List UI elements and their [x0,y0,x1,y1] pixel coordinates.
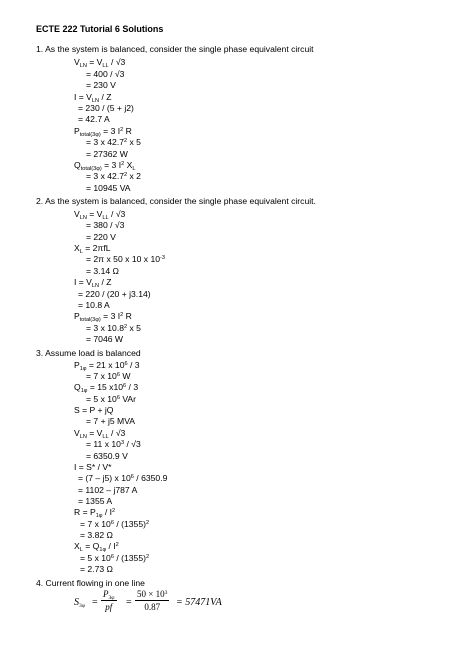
q4-fraction-2: $\frac{50 \times 10^3}{0.87}$ [137,589,168,612]
q2-xl-step: = 2π x 50 x 10 x $10^{-3}$ [86,254,165,264]
q1-reactive-step: = 3 x 42.7$^2$ x 2 [86,171,141,181]
document-title: ECTE 222 Tutorial 6 Solutions [36,24,164,34]
q3-xl-formula: $X_L = Q_{1\varphi} / I^2$ [74,541,119,553]
q3-p-formula: $P_{1\varphi} = 21$ x $10^6 / 3$ [74,360,140,372]
q1-vln-step: = 400 / √3 [86,69,125,79]
q1-intro: 1. As the system is balanced, consider the single phase equivalent circuit [36,44,314,54]
q3-s-formula: S = P + jQ [74,405,114,415]
q4-fraction-1: $\frac{P_{3\varphi}}{pf}$ [103,589,115,612]
q4-result: = 57471VA [176,597,222,608]
q3-intro: 3. Assume load is balanced [36,348,141,358]
q4-equals-2: = [126,597,132,608]
q2-power-formula: $P_{total(3\varphi)} = 3$ $I^2$ R [74,311,132,323]
q3-r-result: = 3.82 Ω [80,530,113,540]
q4-intro: 4. Current flowing in one line [36,578,145,588]
q1-power-step: = 3 x 42.7$^2$ x 5 [86,137,141,147]
q3-vln-result: = 6350.9 V [86,451,128,461]
q1-current-formula: $I = V_{LN} / Z$ [74,92,112,104]
q2-vln-result: = 220 V [86,232,116,242]
q2-vln-step: = 380 / √3 [86,220,125,230]
q1-vln-formula: $V_{LN} = V_{LL} / √3$ [74,57,126,69]
q3-q-formula: $Q_{1\varphi} = 15$ $x10^6 / 3$ [74,382,139,394]
q4-equals-1: = [92,597,98,608]
q1-current-result: = 42.7 A [78,114,110,124]
q3-current-step: = (7 – j5) x $10^6 / 6350.9$ [78,473,168,483]
q3-xl-step: = 5 x $10^6 / (1355)^2$ [80,553,150,563]
q4-lhs: $S_{3\varphi}$ [74,597,86,609]
q3-s-result: = 7 + j5 MVA [86,416,136,426]
q3-vln-formula: $V_{LN} = V_{LL} / √3$ [74,428,126,440]
q3-vln-step: = 11 x $10^3 / √3$ [86,439,141,449]
q3-q-result: = 5 x $10^6$ VAr [86,394,137,404]
q3-xl-result: = 2.73 Ω [80,564,113,574]
q2-power-step: = 3 x 10.8$^2$ x 5 [86,323,141,333]
q2-power-result: = 7046 W [86,334,124,344]
q1-vln-result: = 230 V [86,80,116,90]
q2-intro: 2. As the system is balanced, consider the single phase equivalent circuit. [36,196,316,206]
q3-current-complex: = 1102 – j787 A [78,485,138,495]
q1-reactive-formula: $Q_{total(3\varphi)} = 3$ $I^2$ $X_L$ [74,160,136,172]
q3-r-step: = 7 x $10^6 / (1355)^2$ [80,519,150,529]
q2-vln-formula: $V_{LN} = V_{LL} / √3$ [74,209,126,221]
q2-xl-result: = 3.14 Ω [86,266,119,276]
q3-current-result: = 1355 A [78,496,113,506]
q3-r-formula: $R = P_{1\varphi} / I^2$ [74,507,116,519]
q3-current-formula: I = S* / V* [74,462,112,472]
q1-power-formula: $P_{total(3\varphi)} = 3$ $I^2$ R [74,126,132,138]
q2-xl-formula: $X_L = 2\pi fL$ [74,243,111,255]
q2-current-result: = 10.8 A [78,300,110,310]
q3-p-result: = 7 x $10^6$ W [86,371,131,381]
q1-reactive-result: = 10945 VA [86,183,131,193]
q1-power-result: = 27362 W [86,149,128,159]
q2-current-step: = 220 / (20 + j3.14) [78,289,151,299]
q2-current-formula: $I = V_{LN} / Z$ [74,277,112,289]
q1-current-step: = 230 / (5 + j2) [78,103,134,113]
